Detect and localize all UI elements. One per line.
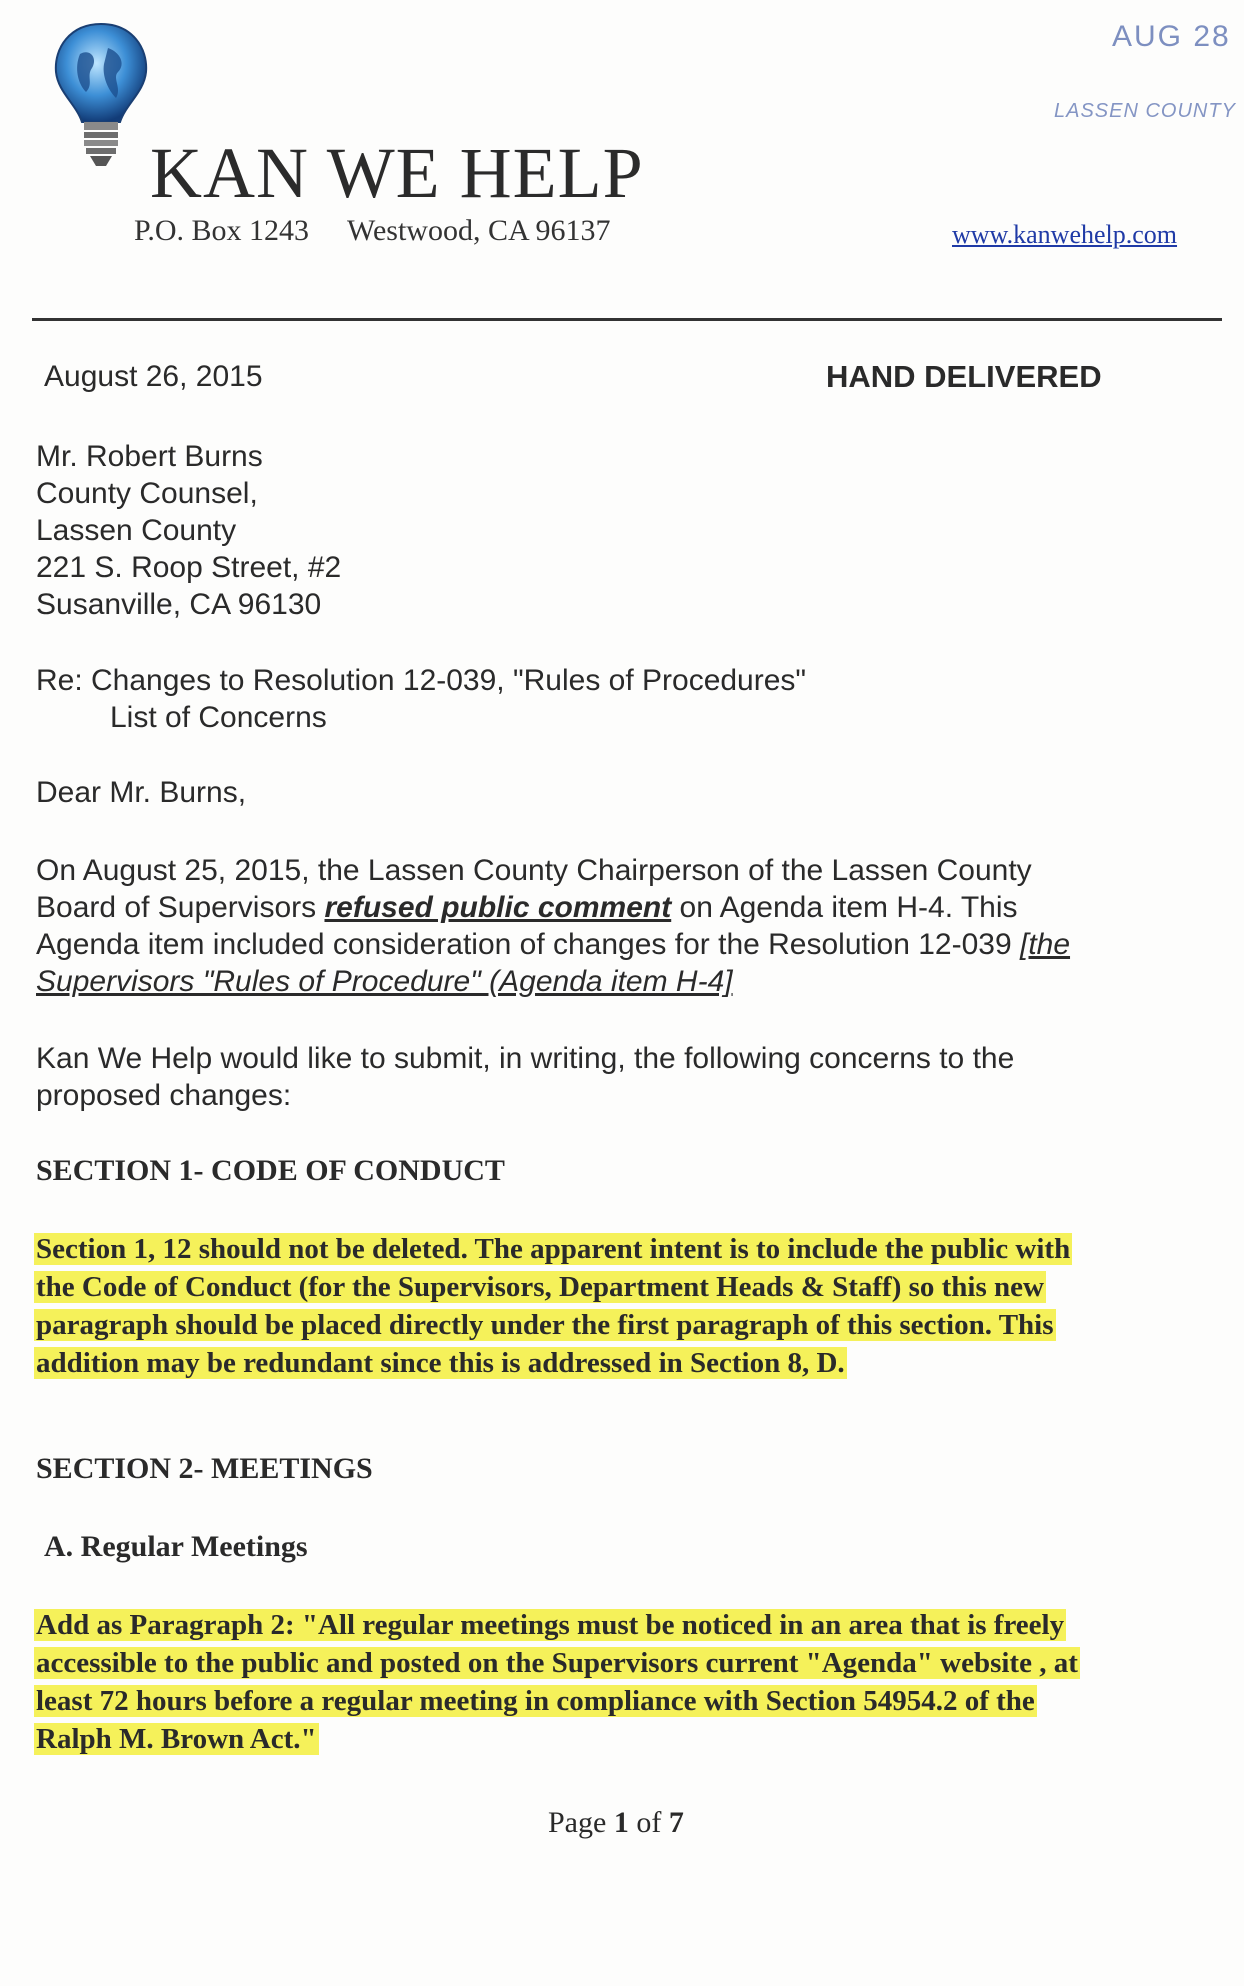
highlighted-line: [34, 1644, 1080, 1682]
highlight-run: Add as Paragraph 2: "All regular meetings must be noticed in an area that is freely: [36, 1609, 1065, 1641]
paragraph-line: proposed changes:: [36, 1079, 292, 1112]
highlight-run: Ralph M. Brown Act.": [36, 1723, 317, 1755]
recipient-address: [36, 438, 341, 623]
highlighted-line: [34, 1682, 1080, 1720]
highlighted-line: [34, 1606, 1080, 1644]
letterhead-divider: [32, 318, 1222, 321]
recipient-line: Lassen County: [36, 514, 237, 547]
letter-date: August 26, 2015: [44, 360, 263, 393]
text-run: Agenda item included consideration of changes for the Resolution 12-039: [36, 928, 1020, 961]
paragraph-submission: [36, 1040, 1014, 1114]
delivery-method: HAND DELIVERED: [826, 359, 1102, 394]
highlighted-line: [34, 1268, 1072, 1306]
highlighted-line: [34, 1720, 1080, 1758]
section-1-highlighted-text: [34, 1230, 1072, 1382]
globe-lightbulb-icon: [46, 18, 156, 188]
emphasis-refused-comment: refused public comment: [324, 891, 672, 924]
subject-line: [36, 662, 806, 736]
section-2-heading: SECTION 2- MEETINGS: [36, 1452, 373, 1485]
highlight-run: Section 1, 12 should not be deleted. The apparent intent is to include the public with: [36, 1233, 1071, 1265]
page-of: of: [628, 1806, 669, 1839]
received-stamp-date: AUG 28: [1112, 20, 1231, 53]
organization-address: [134, 214, 610, 248]
highlight-run: accessible to the public and posted on the Supervisors current "Agenda" website , at: [36, 1647, 1078, 1679]
section-1-heading: SECTION 1- CODE OF CONDUCT: [36, 1154, 505, 1187]
recipient-line: Susanville, CA 96130: [36, 588, 322, 621]
emphasis-reference: [the: [1019, 928, 1071, 961]
highlight-run: addition may be redundant since this is addressed in Section 8, D.: [36, 1347, 845, 1379]
page-total: 7: [668, 1806, 684, 1839]
paragraph-intro: [36, 852, 1070, 1000]
recipient-line: 221 S. Roop Street, #2: [36, 551, 342, 584]
highlight-run: the Code of Conduct (for the Supervisors, Department Heads & Staff) so this new: [36, 1271, 1044, 1303]
section-2-highlighted-text: [34, 1606, 1080, 1758]
received-stamp-county: LASSEN COUNTY: [1054, 100, 1236, 122]
highlight-run: least 72 hours before a regular meeting in compliance with Section 54954.2 of the: [36, 1685, 1035, 1717]
city-state-zip: Westwood, CA 96137: [347, 214, 611, 247]
page-prefix: Page: [548, 1806, 614, 1839]
recipient-line: County Counsel,: [36, 477, 258, 510]
regular-meetings-subheading: A. Regular Meetings: [44, 1530, 308, 1563]
highlight-run: paragraph should be placed directly under the first paragraph of this section. This: [36, 1309, 1054, 1341]
text-run: on Agenda item H-4. This: [671, 891, 1018, 924]
highlighted-line: [34, 1344, 1072, 1382]
highlighted-line: [34, 1230, 1072, 1268]
paragraph-line: [36, 889, 1070, 926]
paragraph-line: Supervisors "Rules of Procedure" (Agenda item H-4]: [36, 965, 733, 998]
text-run: Board of Supervisors: [36, 891, 325, 924]
paragraph-line: [36, 926, 1070, 963]
page-number: [548, 1806, 684, 1840]
website-link[interactable]: www.kanwehelp.com: [952, 220, 1178, 249]
salutation: Dear Mr. Burns,: [36, 776, 247, 809]
paragraph-line: Kan We Help would like to submit, in writing, the following concerns to the: [36, 1042, 1015, 1075]
highlighted-line: [34, 1306, 1072, 1344]
po-box: P.O. Box 1243: [134, 214, 310, 247]
paragraph-line: On August 25, 2015, the Lassen County Chairperson of the Lassen County: [36, 854, 1032, 887]
recipient-line: Mr. Robert Burns: [36, 440, 263, 473]
page-current: 1: [613, 1806, 629, 1839]
organization-name: KAN WE HELP: [150, 133, 644, 213]
subject-line-1: Re: Changes to Resolution 12-039, "Rules of Procedures": [36, 664, 807, 697]
subject-line-2: List of Concerns: [110, 701, 327, 734]
